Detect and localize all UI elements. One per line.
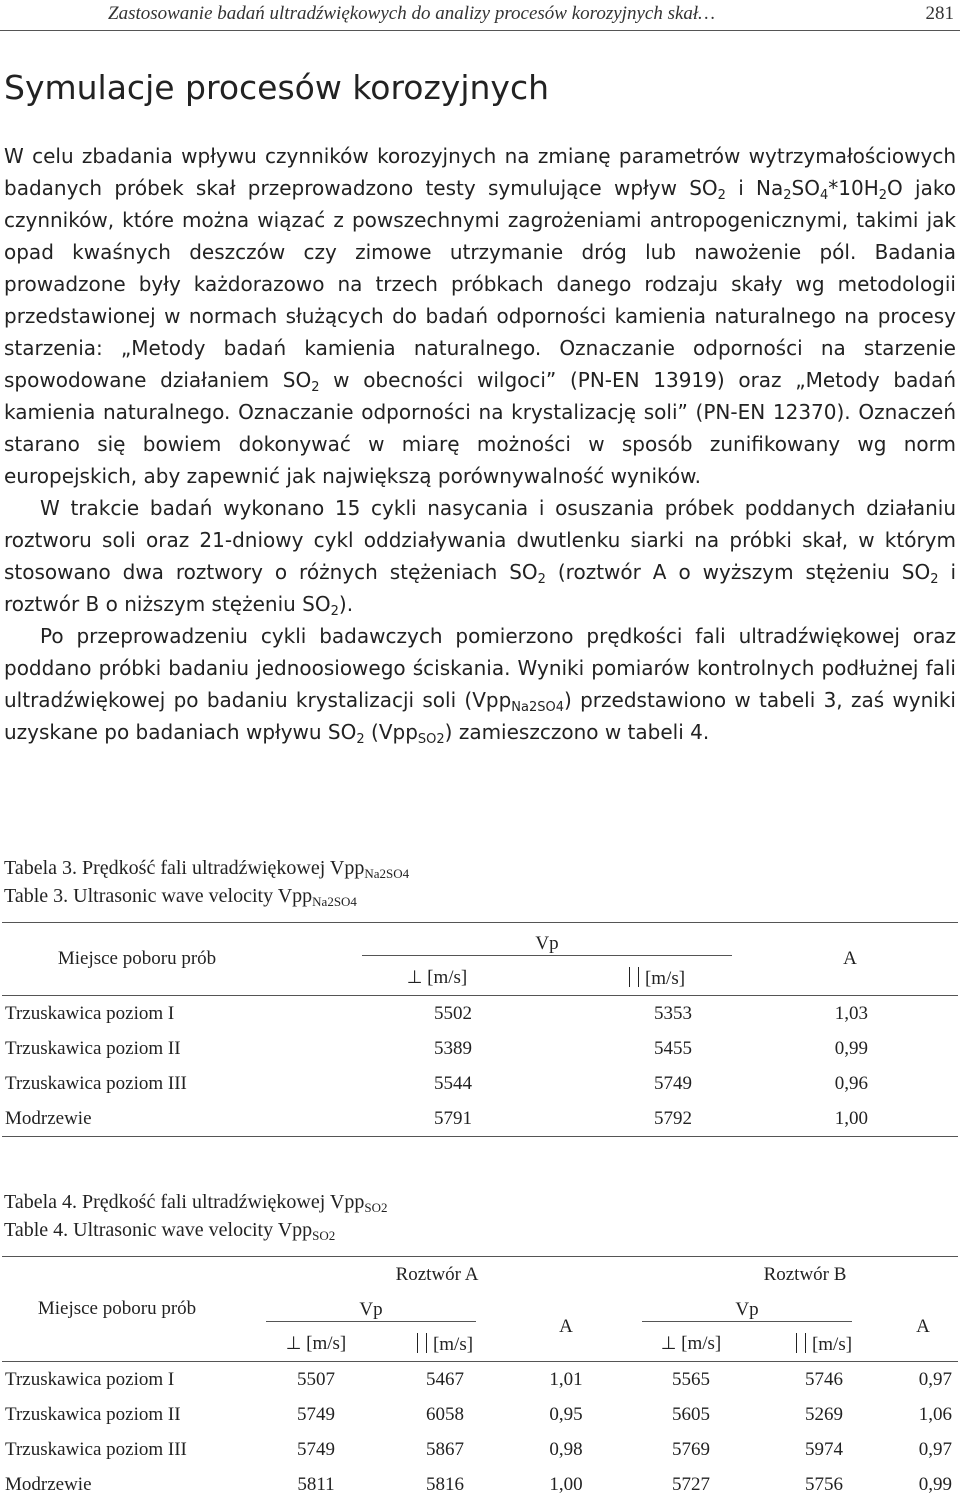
table4-caption bbox=[4, 1188, 387, 1244]
perpendicular-icon: ⊥ bbox=[660, 1333, 677, 1354]
table4-header-a-b: A bbox=[916, 1316, 930, 1337]
paragraph-1: W celu zbadania wpływu czynników korozyjnych na zmianę parametrów wytrzymałościowych badanych próbek skał przeprowadzono testy symulujące wpływ $SO_2$ i $Na_2SO_4*10H_2O$ jako czynników, które można wiązać z powszechnymi zagrożeniami antropogenicznymi, takimi jak opad kwaśnych deszczów czy zimowe utrzymanie dróg lub nawożenie pól. Badania prowadzone były każdorazowo na trzech próbkach danego rodzaju skały wg metodologii przedstawionej w normach służących do badań odporności kamienia naturalnego na procesy starzenia: „Metody badań kamienia naturalnego. Oznaczanie odporności na starzenie spowodowane działaniem $SO_2$ w obecności wilgoci” (PN-EN 13919) oraz „Metody badań kamienia naturalnego. Oznaczanie odporności na krystalizację soli” (PN-EN 12370). Oznaczeń starano się bowiem dokonywać w miarę możności w sposób zunifikowany wg norm europejskich, aby zapewnić jak największą porównywalność wyników. bbox=[4, 144, 956, 488]
table-3 bbox=[2, 922, 958, 1137]
parallel-icon bbox=[796, 1333, 806, 1353]
table4-header-site: Miejsce poboru prób bbox=[2, 1257, 252, 1362]
table3-header-a: A bbox=[782, 923, 958, 996]
table4-header-perp-a: ⊥ [m/s] bbox=[285, 1333, 347, 1354]
table3-caption bbox=[4, 854, 409, 910]
perpendicular-icon: ⊥ bbox=[406, 967, 423, 988]
table4-header-vp-a: Vp bbox=[266, 1299, 476, 1322]
table-row: Trzuskawica poziom II 5389 5455 0,99 bbox=[5, 1037, 868, 1059]
table3-caption-pl: Tabela 3. Prędkość fali ultradźwiękowej Vpp$_{Na2SO4}$ bbox=[4, 857, 410, 881]
table4-header-perp-b: ⊥ [m/s] bbox=[660, 1333, 722, 1354]
table4-header-group-a: Roztwór A bbox=[252, 1257, 622, 1294]
table3-caption-en: Table 3. Ultrasonic wave velocity Vpp$_{Na2SO4}$ bbox=[4, 885, 357, 909]
table-row: Trzuskawica poziom I 5507 5467 1,01 5565 5746 0,97 bbox=[2, 1362, 958, 1398]
table3-header-perp: ⊥ [m/s] bbox=[406, 967, 468, 988]
table4-caption-pl: Tabela 4. Prędkość fali ultradźwiękowej Vpp$_{SO2}$ bbox=[4, 1191, 388, 1215]
table4-header-group-b: Roztwór B bbox=[622, 1257, 958, 1294]
table-row: Modrzewie 5791 5792 1,00 bbox=[2, 1101, 958, 1137]
paragraph-2: W trakcie badań wykonano 15 cykli nasycania i osuszania próbek poddanych działaniu roztworu soli oraz 21-dniowy cykl oddziaływania dwutlenku siarki na próbki skał, w którym stosowano dwa roztwory o różnych stężeniach $SO_2$ (roztwór A o wyższym stężeniu $SO_2$ i roztwór B o niższym stężeniu $SO_2$). bbox=[4, 496, 956, 619]
paragraph-3: Po przeprowadzeniu cykli badawczych pomierzono prędkości fali ultradźwiękowej oraz poddano próbki badaniu jednoosiowego ściskania. Wyniki pomiarów kontrolnych podłużnej fali ultradźwiękowej po badaniu krystalizacji soli (Vpp$_{Na2SO4}$) przedstawiono w tabeli 3, zaś wyniki uzyskane po badaniach wpływu $SO_2$ (Vpp$_{SO2}$) zamieszczono w tabeli 4. bbox=[4, 624, 956, 747]
table4-header-par-a: [m/s] bbox=[380, 1327, 510, 1362]
table-row: Modrzewie 5811 5816 1,00 5727 5756 0,99 bbox=[5, 1473, 952, 1495]
page-number: 281 bbox=[925, 3, 954, 24]
table-4 bbox=[2, 1256, 958, 1502]
table-row: Trzuskawica poziom III 5544 5749 0,96 bbox=[5, 1072, 868, 1094]
perpendicular-icon: ⊥ bbox=[285, 1333, 302, 1354]
section-title: Symulacje procesów korozyjnych bbox=[4, 68, 549, 107]
running-header bbox=[0, 0, 960, 31]
table4-header-vp-b: Vp bbox=[642, 1299, 852, 1322]
parallel-icon bbox=[417, 1333, 427, 1353]
running-title: Zastosowanie badań ultradźwiękowych do analizy procesów korozyjnych skał… bbox=[108, 3, 716, 24]
table4-header-a-a: A bbox=[559, 1316, 573, 1337]
table-row: Trzuskawica poziom III 5749 5867 0,98 5769 5974 0,97 bbox=[5, 1438, 952, 1460]
table-row: Trzuskawica poziom I 5502 5353 1,03 bbox=[2, 996, 958, 1032]
table-row: Trzuskawica poziom II 5749 6058 0,95 5605 5269 1,06 bbox=[5, 1403, 952, 1425]
table3-header-par: [m/s] bbox=[562, 961, 782, 996]
parallel-icon bbox=[629, 967, 639, 987]
table3-header-vp: Vp bbox=[362, 933, 732, 956]
table3-header-site: Miejsce poboru prób bbox=[2, 923, 342, 996]
body-text bbox=[4, 140, 956, 748]
table4-header-par-b: [m/s] bbox=[760, 1327, 888, 1362]
table4-caption-en: Table 4. Ultrasonic wave velocity Vpp$_{SO2}$ bbox=[4, 1219, 336, 1243]
